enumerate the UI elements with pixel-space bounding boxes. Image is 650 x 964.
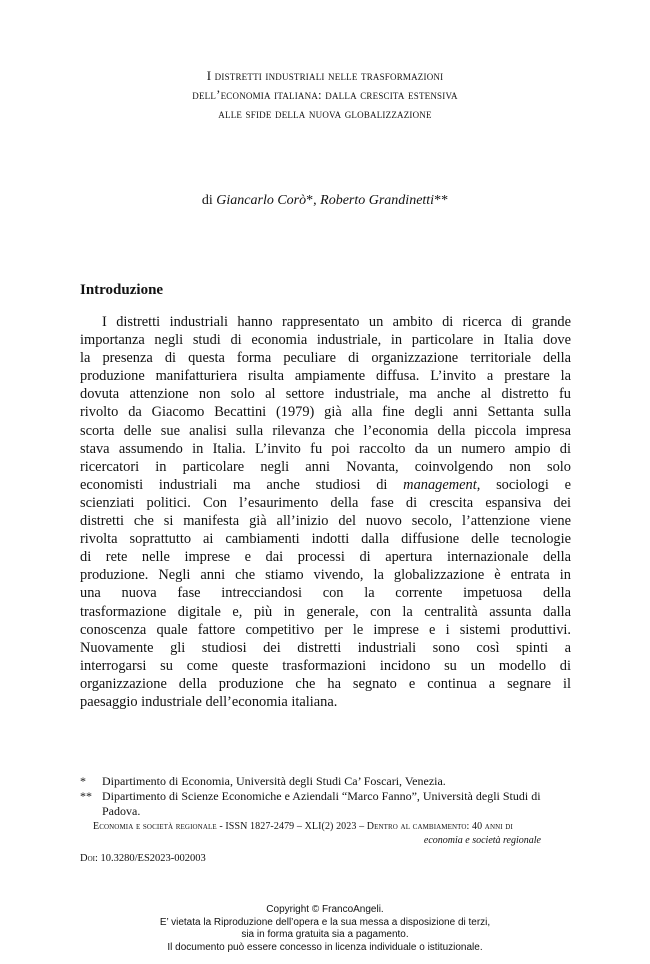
authors-prefix: di bbox=[201, 193, 217, 208]
footnote-mark: * bbox=[80, 774, 86, 788]
body-line: I distretti industriali hanno rappresentato un ambito di ricerca di grande bbox=[102, 314, 571, 330]
body-line: rivolta soprattutto ai cambiamenti indotti dalla diffusione delle tecnologie bbox=[80, 531, 571, 548]
footnote bbox=[80, 774, 571, 789]
article-title bbox=[90, 66, 560, 123]
body-line: conoscenza quale fattore competitivo per le imprese e i sistemi produttivi. bbox=[80, 621, 571, 638]
body-line: rivolto da Giacomo Becattini (1979) già alla fine degli anni Settanta sulla bbox=[80, 404, 571, 421]
journal-line: economia e società regionale bbox=[423, 835, 541, 846]
copyright-line: E’ vietata la Riproduzione dell’opera e la sua messa a disposizione di terzi, bbox=[159, 916, 491, 928]
footnote-mark: ** bbox=[434, 193, 449, 208]
title-line: dell’economia italiana: dalla crescita estensiva bbox=[192, 87, 458, 102]
journal-info bbox=[93, 820, 571, 848]
author-name: Giancarlo Corò bbox=[216, 193, 307, 208]
body-line: trasformazione digitale e, più in generale, con la centralità assunta dalla bbox=[80, 603, 571, 620]
body-line: economisti industriali ma anche studiosi di management, sociologi e bbox=[80, 476, 571, 493]
authors-separator: , bbox=[313, 193, 321, 208]
section-heading: Introduzione bbox=[80, 282, 164, 298]
body-line: importanza negli studi di economia industriale, in particolare in Italia dove bbox=[80, 332, 571, 349]
body-line: interrogarsi su come queste trasformazioni incidono su un modello di bbox=[80, 657, 571, 674]
footnote-text: Dipartimento di Economia, Università degli Studi Ca’ Foscari, Venezia. bbox=[102, 774, 446, 788]
footnote-mark: ** bbox=[80, 789, 92, 803]
body-line: scorta delle sue analisi sulla rilevanza che l’economia della piccola impresa bbox=[80, 422, 571, 439]
body-line: paesaggio industriale dell’economia italiana. bbox=[80, 693, 338, 710]
copyright-notice bbox=[0, 904, 650, 954]
authors-line bbox=[80, 192, 570, 210]
journal-line: Economia e società regionale - ISSN 1827-2479 – XLI(2) 2023 – Dentro al cambiamento: 40 anni di bbox=[93, 821, 513, 832]
body-line: una nuova fase intrecciandosi con la corrente impetuosa della bbox=[80, 585, 571, 602]
italic-term: management bbox=[403, 476, 477, 493]
body-line: scienziati politici. Con l’esaurimento della fase di crescita espansiva dei bbox=[80, 494, 571, 511]
body-line: distretti che si manifesta già all’inizio del nuovo secolo, l’attenzione viene bbox=[80, 513, 571, 530]
body-paragraph bbox=[80, 313, 571, 711]
body-line: ricercatori in particolare negli anni Novanta, coinvolgendo non solo bbox=[80, 458, 571, 475]
body-line: la presenza di questa forma peculiare di organizzazione territoriale della bbox=[80, 350, 571, 367]
copyright-line: Copyright © FrancoAngeli. bbox=[266, 904, 384, 915]
copyright-line: Il documento può essere concesso in licenza individuale o istituzionale. bbox=[167, 941, 483, 953]
copyright-line: sia in forma gratuita sia a pagamento. bbox=[241, 929, 409, 940]
body-line: di rete nelle imprese e dai processi di apertura internazionale della bbox=[80, 549, 571, 566]
body-line: dovuta attenzione non solo al settore industriale, ma anche al distretto fu bbox=[80, 386, 571, 403]
footnotes bbox=[80, 774, 571, 819]
doi: Doi: 10.3280/ES2023-002003 bbox=[80, 853, 206, 864]
footnote bbox=[80, 789, 571, 819]
body-line: produzione manifatturiera risulta ampiamente diffusa. L’invito a prestare la bbox=[80, 368, 571, 385]
body-line: produzione. Negli anni che stiamo vivendo, la globalizzazione è entrata in bbox=[80, 567, 571, 584]
title-line: I distretti industriali nelle trasformazioni bbox=[206, 68, 444, 83]
body-line: Nuovamente gli studiosi dei distretti industriali sono così spinti a bbox=[80, 639, 571, 656]
body-line: organizzazione della produzione che ha segnato e continua a segnare il bbox=[80, 675, 571, 692]
footnote-mark: * bbox=[306, 193, 314, 208]
body-line: stava assumendo in Italia. L’invito fu poi raccolto da un numero ampio di bbox=[80, 440, 571, 457]
author-name: Roberto Grandinetti bbox=[320, 193, 435, 208]
footnote-text: Dipartimento di Scienze Economiche e Aziendali “Marco Fanno”, Università degli Studi di Padova. bbox=[102, 789, 541, 818]
title-line: alle sfide della nuova globalizzazione bbox=[218, 106, 432, 121]
